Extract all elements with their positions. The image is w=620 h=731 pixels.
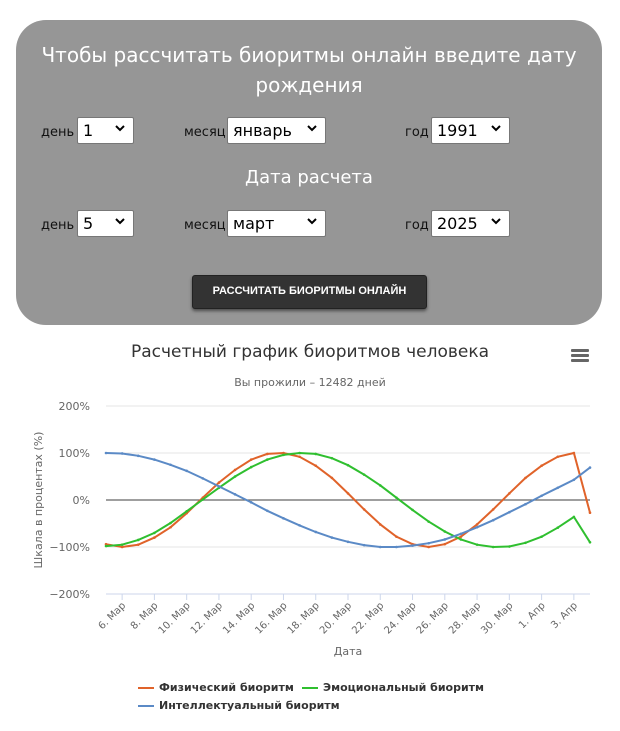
x-tick-label: 24. Мар xyxy=(382,600,419,637)
data-point[interactable] xyxy=(347,464,350,467)
data-point[interactable] xyxy=(492,508,495,511)
data-point[interactable] xyxy=(379,484,382,487)
calc-month-value: март xyxy=(233,214,275,233)
calc-month-select[interactable] xyxy=(227,210,326,237)
data-point[interactable] xyxy=(331,457,334,460)
data-point[interactable] xyxy=(137,455,140,458)
data-point[interactable] xyxy=(540,535,543,538)
data-point[interactable] xyxy=(395,535,398,538)
data-point[interactable] xyxy=(540,494,543,497)
data-point[interactable] xyxy=(298,452,301,455)
data-point[interactable] xyxy=(363,544,366,547)
data-point[interactable] xyxy=(573,516,576,519)
data-point[interactable] xyxy=(476,523,479,526)
birth-day-label: день xyxy=(41,125,75,140)
chevron-down-icon xyxy=(305,121,319,135)
data-point[interactable] xyxy=(218,485,221,488)
data-point[interactable] xyxy=(282,454,285,457)
data-point[interactable] xyxy=(476,543,479,546)
data-point[interactable] xyxy=(573,452,576,455)
data-point[interactable] xyxy=(508,511,511,514)
calculate-button[interactable]: РАССЧИТАТЬ БИОРИТМЫ ОНЛАЙН xyxy=(192,275,427,309)
legend-item-emotional[interactable] xyxy=(302,681,484,694)
data-point[interactable] xyxy=(266,510,269,513)
x-tick-label: 20. Мар xyxy=(317,600,355,637)
calc-date-title: Дата расчета xyxy=(245,167,373,188)
data-point[interactable] xyxy=(556,455,559,458)
calc-day-value: 5 xyxy=(83,214,94,233)
data-point[interactable] xyxy=(589,511,592,514)
data-point[interactable] xyxy=(444,543,447,546)
legend-item-physical[interactable] xyxy=(138,681,294,694)
data-point[interactable] xyxy=(298,455,301,458)
data-point[interactable] xyxy=(266,453,269,456)
chart-subtitle: Вы прожили – 12482 дней xyxy=(234,376,386,389)
calc-month-label: месяц xyxy=(184,218,226,233)
data-point[interactable] xyxy=(202,477,205,480)
data-point[interactable] xyxy=(427,546,430,549)
calc-day-select[interactable] xyxy=(77,210,134,237)
data-point[interactable] xyxy=(169,526,172,529)
calculation-panel xyxy=(16,20,602,325)
x-tick-label: 26. Мар xyxy=(414,600,451,637)
data-point[interactable] xyxy=(121,543,124,546)
data-point[interactable] xyxy=(153,532,156,535)
chevron-down-icon xyxy=(113,121,127,135)
data-point[interactable] xyxy=(169,522,172,525)
data-point[interactable] xyxy=(460,538,463,541)
data-point[interactable] xyxy=(444,538,447,541)
birth-month-label: месяц xyxy=(184,125,226,140)
legend-item-intellectual[interactable] xyxy=(138,699,340,712)
x-tick-label: 28. Мар xyxy=(446,600,484,637)
data-point[interactable] xyxy=(282,517,285,520)
data-point[interactable] xyxy=(314,531,317,534)
data-point[interactable] xyxy=(411,509,414,512)
data-point[interactable] xyxy=(540,464,543,467)
data-point[interactable] xyxy=(250,466,253,469)
data-point[interactable] xyxy=(589,466,592,469)
data-point[interactable] xyxy=(105,452,108,455)
data-point[interactable] xyxy=(573,478,576,481)
data-point[interactable] xyxy=(363,508,366,511)
data-point[interactable] xyxy=(427,520,430,523)
data-point[interactable] xyxy=(460,533,463,536)
data-point[interactable] xyxy=(331,477,334,480)
data-point[interactable] xyxy=(476,526,479,529)
data-point[interactable] xyxy=(460,535,463,538)
data-point[interactable] xyxy=(137,543,140,546)
y-axis-title: Шкала в процентах (%) xyxy=(32,431,45,569)
data-point[interactable] xyxy=(524,541,527,544)
legend-label-intellectual: Интеллектуальный биоритм xyxy=(159,699,340,712)
x-tick-label: 3. Апр xyxy=(549,600,580,632)
data-point[interactable] xyxy=(218,481,221,484)
data-point[interactable] xyxy=(298,524,301,527)
data-point[interactable] xyxy=(121,546,124,549)
data-point[interactable] xyxy=(492,519,495,522)
data-point[interactable] xyxy=(234,475,237,478)
data-point[interactable] xyxy=(524,477,527,480)
chevron-down-icon xyxy=(113,214,127,228)
data-point[interactable] xyxy=(379,523,382,526)
y-tick-label: 0% xyxy=(72,494,90,507)
data-point[interactable] xyxy=(347,492,350,495)
data-point[interactable] xyxy=(314,453,317,456)
data-point[interactable] xyxy=(508,545,511,548)
data-point[interactable] xyxy=(153,458,156,461)
chevron-down-icon xyxy=(489,121,503,135)
data-point[interactable] xyxy=(556,526,559,529)
data-point[interactable] xyxy=(137,539,140,542)
birth-day-value: 1 xyxy=(83,121,94,140)
y-tick-label: 200% xyxy=(58,400,90,413)
legend-line-physical xyxy=(138,687,154,689)
legend-label-physical: Физический биоритм xyxy=(159,681,294,694)
data-point[interactable] xyxy=(363,473,366,476)
birth-month-select[interactable] xyxy=(227,117,326,144)
y-tick-label: −200% xyxy=(49,588,90,601)
data-point[interactable] xyxy=(427,542,430,545)
birth-year-value: 1991 xyxy=(437,121,478,140)
x-tick-label: 6. Мар xyxy=(96,600,129,633)
chart-menu-icon[interactable] xyxy=(571,349,589,365)
birth-year-label: год xyxy=(405,125,429,140)
data-point[interactable] xyxy=(347,541,350,544)
data-point[interactable] xyxy=(153,536,156,539)
data-point[interactable] xyxy=(395,546,398,549)
calc-day-label: день xyxy=(41,218,75,233)
data-point[interactable] xyxy=(444,530,447,533)
data-point[interactable] xyxy=(331,536,334,539)
data-point[interactable] xyxy=(411,544,414,547)
data-point[interactable] xyxy=(524,503,527,506)
data-point[interactable] xyxy=(105,545,108,548)
legend-line-emotional xyxy=(302,687,318,689)
data-point[interactable] xyxy=(185,510,188,513)
x-tick-label: 30. Мар xyxy=(479,600,516,637)
calc-year-label: год xyxy=(405,218,429,233)
y-tick-label: 100% xyxy=(58,447,90,460)
chevron-down-icon xyxy=(305,214,319,228)
x-tick-label: 10. Мар xyxy=(156,600,193,637)
data-point[interactable] xyxy=(202,498,205,501)
calc-year-select[interactable] xyxy=(431,210,510,237)
birth-month-value: январь xyxy=(233,121,292,140)
birth-year-select[interactable] xyxy=(431,117,510,144)
x-tick-label: 1. Апр xyxy=(516,600,548,632)
data-point[interactable] xyxy=(266,458,269,461)
data-point[interactable] xyxy=(508,492,511,495)
birth-day-select[interactable] xyxy=(77,117,134,144)
data-point[interactable] xyxy=(169,463,172,466)
data-point[interactable] xyxy=(234,469,237,472)
chevron-down-icon xyxy=(489,214,503,228)
data-point[interactable] xyxy=(492,546,495,549)
data-point[interactable] xyxy=(395,496,398,499)
data-point[interactable] xyxy=(185,470,188,473)
legend-label-emotional: Эмоциональный биоритм xyxy=(323,681,485,694)
x-tick-label: 12. Мар xyxy=(188,600,226,637)
data-point[interactable] xyxy=(250,501,253,504)
x-tick-label: 18. Мар xyxy=(285,600,322,637)
chart-title: Расчетный график биоритмов человека xyxy=(130,342,490,362)
x-axis-title: Дата xyxy=(333,645,363,658)
data-point[interactable] xyxy=(121,452,124,455)
biorhythm-chart xyxy=(0,390,620,731)
data-point[interactable] xyxy=(379,546,382,549)
form-title: Чтобы рассчитать биоритмы онлайн введите дату рождения xyxy=(41,43,577,97)
x-tick-label: 16. Мар xyxy=(253,600,290,637)
data-point[interactable] xyxy=(589,541,592,544)
data-point[interactable] xyxy=(314,464,317,467)
x-tick-label: 8. Мар xyxy=(128,600,161,633)
data-point[interactable] xyxy=(556,486,559,489)
data-point[interactable] xyxy=(234,493,237,496)
x-tick-label: 14. Мар xyxy=(221,600,258,637)
y-tick-label: −100% xyxy=(49,541,90,554)
legend-line-intellectual xyxy=(138,705,154,707)
calc-year-value: 2025 xyxy=(437,214,478,233)
data-point[interactable] xyxy=(250,458,253,461)
x-tick-label: 22. Мар xyxy=(350,600,387,637)
